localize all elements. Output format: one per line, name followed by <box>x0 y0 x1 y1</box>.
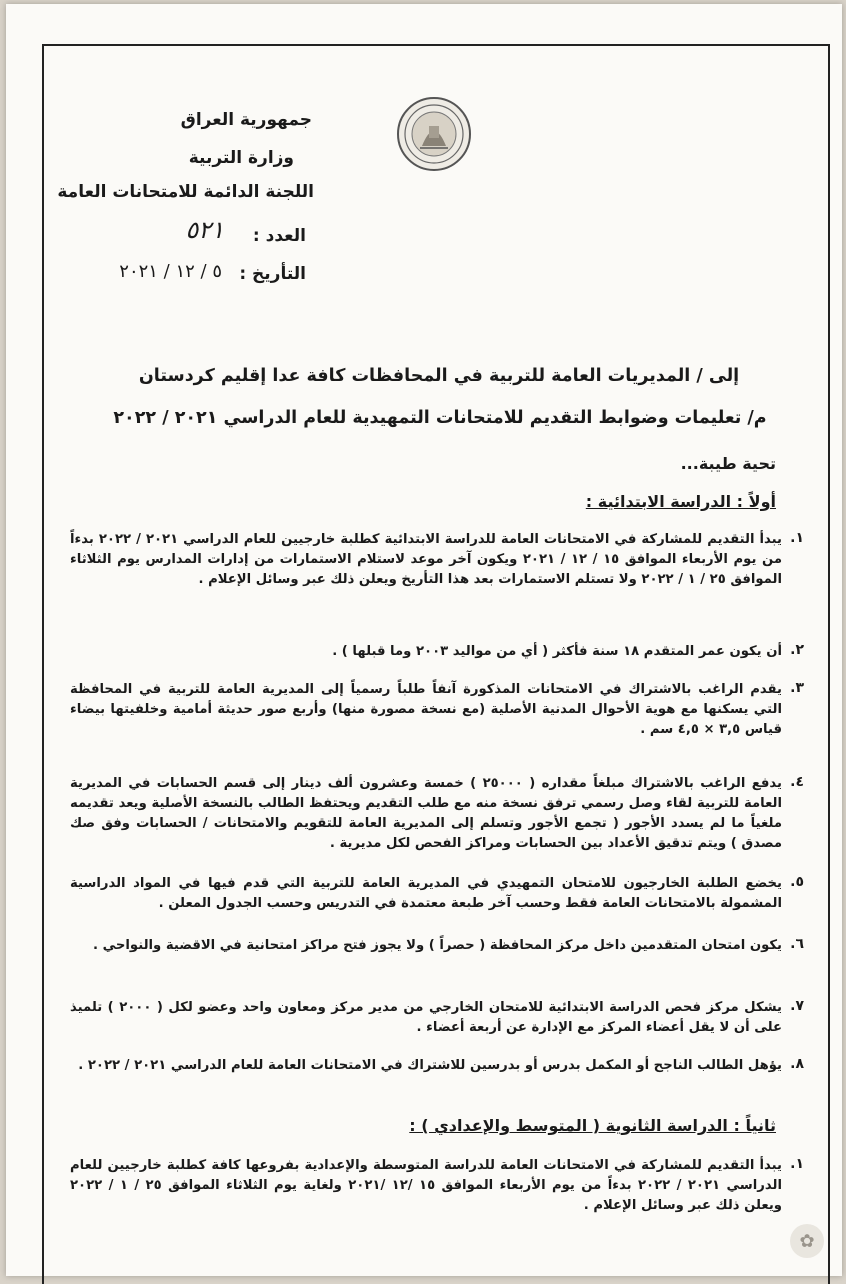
item-number: ٣. <box>790 680 804 696</box>
list-item <box>70 774 804 854</box>
item-number: ٥. <box>790 874 804 890</box>
list-item <box>70 1056 804 1076</box>
item-number: ٨. <box>790 1056 804 1072</box>
scan-watermark-icon: ✿ <box>790 1224 824 1258</box>
list-item <box>70 936 804 956</box>
list-item <box>70 998 804 1038</box>
document-page <box>6 4 842 1276</box>
item-text: يكون امتحان المتقدمين داخل مركز المحافظة ( حصراً ) ولا يجوز فتح مراكز امتحانية في الاقضية والنواحي . <box>92 938 782 953</box>
list-item <box>70 680 804 740</box>
date-label: التأريخ : <box>239 264 306 284</box>
recipient-line: إلى / المديريات العامة للتربية في المحافظات كافة عدا إقليم كردستان <box>138 366 740 386</box>
ministry-seal-icon <box>396 96 472 172</box>
number-label: العدد : <box>252 226 306 246</box>
item-number: ١. <box>790 1156 804 1172</box>
item-text: يبدأ التقديم للمشاركة في الامتحانات العامة للدراسة الابتدائية كطلبة خارجيين للعام الدراسي ٢٠٢١ / ٢٠٢٢ بدءاً من يوم الأربعاء الموافق ١٥ / ١٢ / ٢٠٢١ ويكون آخر موعد لاستلام الاستمارات من إدارات المدارس يوم الثلاثاء الموافق ٢٥ / ١ / ٢٠٢٢ ولا تستلم الاستمارات بعد هذا التأريخ ويعلن ذلك عبر وسائل الإعلام . <box>70 532 783 587</box>
section-heading-secondary: ثانياً : الدراسة الثانوية ( المتوسط والإعدادي ) : <box>409 1116 776 1135</box>
number-value: ٥٢١ <box>185 216 224 244</box>
subject-line: م/ تعليمات وضوابط التقديم للامتحانات التمهيدية للعام الدراسي ٢٠٢١ / ٢٠٢٢ <box>113 408 767 428</box>
item-text: يقدم الراغب بالاشتراك في الامتحانات المذكورة آنفاً طلباً رسمياً إلى المديرية العامة للتربية في المحافظة التي يسكنها مع هوية الأحوال المدنية الأصلية (مع نسخة مصورة منها) وأربع صور حديثة أمامية وخلفيتها بيضاء قياس ٣,٥ × ٤,٥ سم . <box>70 682 782 737</box>
item-text: يؤهل الطالب الناجح أو المكمل بدرس أو بدرسين للاشتراك في الامتحانات العامة للعام الدراسي ٢٠٢١ / ٢٠٢٢ . <box>78 1058 782 1073</box>
item-text: يخضع الطلبة الخارجيون للامتحان التمهيدي في المديرية العامة للتربية التي قدم فيها في المواد الدراسية المشمولة بالامتحانات العامة فقط وحسب آخر طبعة معتمدة في التدريس وحسب الجدول المعلن . <box>70 876 782 911</box>
item-text: أن يكون عمر المتقدم ١٨ سنة فأكثر ( أي من مواليد ٢٠٠٣ وما قبلها ) . <box>332 644 782 659</box>
list-item <box>70 874 804 914</box>
list-item <box>70 642 804 662</box>
committee-name: اللجنة الدائمة للامتحانات العامة <box>57 182 314 202</box>
list-item <box>70 1156 804 1216</box>
item-number: ١. <box>790 530 804 546</box>
section-heading-primary: أولاً : الدراسة الابتدائية : <box>585 492 776 511</box>
item-number: ٧. <box>790 998 804 1014</box>
item-text: يدفع الراغب بالاشتراك مبلغاً مقداره ( ٢٥٠٠٠ ) خمسة وعشرون ألف دينار إلى قسم الحسابات في المديرية العامة للتربية لقاء وصل رسمي ترفق نسخة منه مع طلب التقديم ويحتفظ الطالب بالنسخة الأصلية ويعد تقديمه ملغياً ما لم يسدد الأجور ( تجمع الأجور وتسلم إلى المديرية العامة للتقويم والامتحانات / الحسابات وفق صك مصدق ) ويتم تدقيق الأعداد بين الحسابات ومراكز الفحص لكل مديرية . <box>70 776 782 851</box>
item-number: ٦. <box>790 936 804 952</box>
country-name: جمهورية العراق <box>180 110 312 130</box>
item-number: ٢. <box>790 642 804 658</box>
greeting: تحية طيبة... <box>680 454 776 473</box>
ministry-name: وزارة التربية <box>188 148 294 168</box>
item-number: ٤. <box>790 774 804 790</box>
date-value: ٥ / ١٢ / ٢٠٢١ <box>119 261 222 282</box>
page-border <box>42 44 830 1284</box>
item-text: يشكل مركز فحص الدراسة الابتدائية للامتحان الخارجي من مدير مركز ومعاون واحد وعضو لكل ( ٢٠٠٠ ) تلميذ على أن لا يقل أعضاء المركز مع الإدارة عن أربعة أعضاء . <box>70 1000 782 1035</box>
list-item <box>70 530 804 590</box>
item-text: يبدأ التقديم للمشاركة في الامتحانات العامة للدراسة المتوسطة والإعدادية بفروعها كافة كطلبة خارجيين للعام الدراسي ٢٠٢١ / ٢٠٢٢ بدءاً من يوم الأربعاء الموافق ١٥ /١٢ /٢٠٢١ ولغاية يوم الثلاثاء الموافق ٢٥ / ١ / ٢٠٢٢ ويعلن ذلك عبر وسائل الإعلام . <box>70 1158 782 1213</box>
